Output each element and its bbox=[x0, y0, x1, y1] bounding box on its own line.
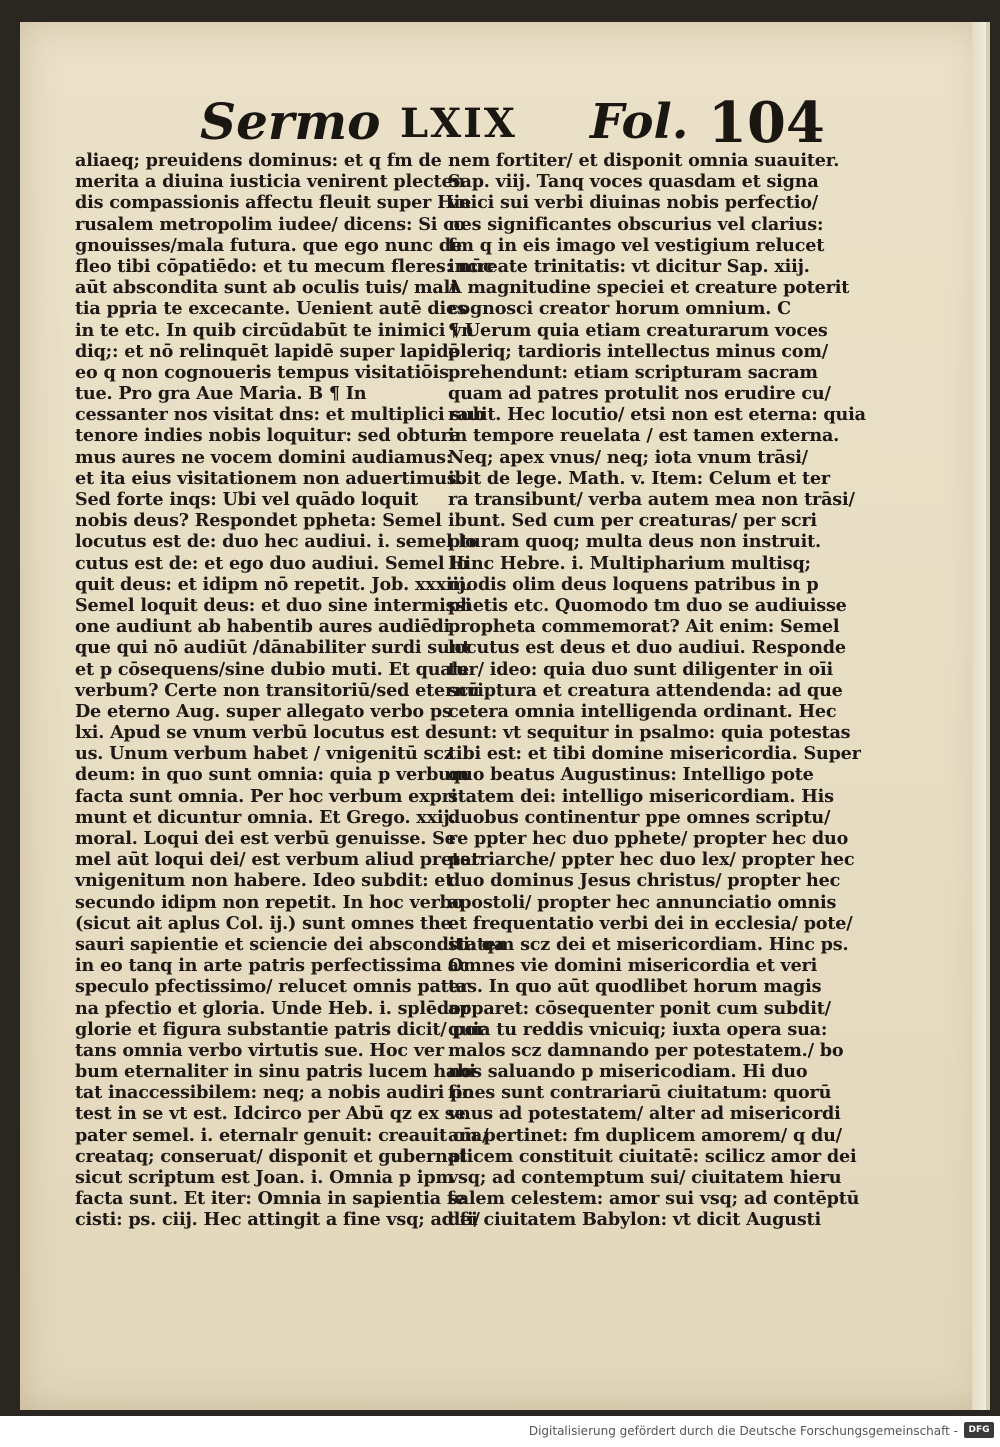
text-line: increate trinitatis: vt dicitur Sap. xiij. bbox=[448, 255, 810, 277]
text-line: lxi. Apud se vnum verbū locutus est de bbox=[75, 722, 449, 744]
text-line: Sap. viij. Tanq voces quasdam et signa bbox=[448, 171, 819, 193]
text-line: plicem constituit ciuitatē: scilicz amor dei bbox=[448, 1145, 857, 1167]
text-line: tans omnia verbo virtutis sue. Hoc ver bbox=[75, 1039, 444, 1061]
text-line: sicut scriptum est Joan. i. Omnia p ipm bbox=[75, 1167, 454, 1188]
page-edge bbox=[972, 22, 986, 1410]
header-sermo: Sermo bbox=[200, 92, 381, 151]
text-line: et frequentatio verbi dei in ecclesia/ pote/ bbox=[448, 912, 853, 934]
text-line: one audiunt ab habentib aures audiēdi bbox=[75, 616, 451, 638]
text-line: cetera omnia intelligenda ordinant. Hec bbox=[448, 700, 837, 722]
text-line: sunt: vt sequitur in psalmo: quia potestas bbox=[448, 722, 851, 744]
text-line: Neq; apex vnus/ neq; iota vnum trāsi/ bbox=[448, 446, 808, 468]
text-line: propheta commemorat? Ait enim: Semel bbox=[448, 616, 840, 638]
text-line: modis olim deus loquens patribus in p bbox=[448, 573, 819, 595]
text-line: quam ad patres protulit nos erudire cu/ bbox=[448, 383, 831, 405]
text-line: in tempore reuelata / est tamen externa. bbox=[448, 425, 840, 447]
text-line: eo q non cognoueris tempus visitatiōis bbox=[75, 361, 449, 383]
text-line: gnouisses/mala futura. que ego nunc de bbox=[75, 234, 462, 256]
header-fol: Fol. bbox=[590, 94, 689, 150]
text-line: nem fortiter/ et disponit omnia suauiter. bbox=[448, 150, 840, 171]
text-line: ra transibunt/ verba autem mea non trāsi/ bbox=[448, 489, 855, 510]
text-line: tat inaccessibilem: neq; a nobis audiri po bbox=[75, 1082, 474, 1104]
text-line: fleo tibi cōpatiēdo: et tu mecum fleres: nūc bbox=[75, 255, 494, 277]
text-line: que qui nō audiūt /dānabiliter surdi sunt bbox=[75, 637, 471, 659]
text-line: facta sunt omnia. Per hoc verbum expri bbox=[75, 785, 458, 807]
text-line: diq;: et nō relinquēt lapidē super lapidē bbox=[75, 340, 460, 362]
text-line: locutus est deus et duo audiui. Responde bbox=[448, 637, 846, 659]
text-line: cisti: ps. ciij. Hec attingit a fine vsq; ad fi/ bbox=[75, 1209, 480, 1231]
text-line: na pfectio et gloria. Unde Heb. i. splēdor bbox=[75, 997, 470, 1019]
text-line: et ita eius visitationem non aduertimus. bbox=[75, 467, 463, 489]
text-line: nos saluando p misericodiam. Hi duo bbox=[448, 1061, 808, 1083]
header-folio-number: 104 bbox=[708, 90, 825, 156]
text-line: moral. Loqui dei est verbū genuisse. Se bbox=[75, 828, 456, 849]
text-line: tur/ ideo: quia duo sunt diligenter in oīi bbox=[448, 658, 833, 680]
text-line: cognosci creator horum omnium. C bbox=[448, 298, 791, 320]
text-line: mus aures ne vocem domini audiamus: bbox=[75, 446, 453, 468]
text-line: apostoli/ propter hec annunciatio omnis bbox=[448, 891, 837, 913]
text-line: et p cōsequens/sine dubio muti. Et quale bbox=[75, 658, 469, 680]
text-line: in eo tanq in arte patris perfectissima ac bbox=[75, 955, 470, 977]
text-line: patriarche/ ppter hec duo lex/ propter hec bbox=[448, 849, 855, 871]
text-line: dei ciuitatem Babylon: vt dicit Augusti bbox=[448, 1209, 821, 1231]
text-line: pturam quoq; multa deus non instruit. bbox=[448, 531, 821, 553]
text-line: dis compassionis affectu fleuit super Hie bbox=[75, 192, 472, 214]
text-line: (sicut ait aplus Col. ij.) sunt omnes the bbox=[75, 912, 452, 934]
text-line: salem celestem: amor sui vsq; ad contēptū bbox=[448, 1188, 860, 1210]
text-line: munt et dicuntur omnia. Et Grego. xxij. bbox=[75, 806, 456, 828]
text-line: De eterno Aug. super allegato verbo ps bbox=[75, 700, 452, 722]
text-line: in te etc. In quib circūdabūt te inimici vn bbox=[75, 319, 474, 341]
text-line: pater semel. i. eternalr genuit: creauit oīa/ bbox=[75, 1124, 489, 1146]
text-line: scriptura et creatura attendenda: ad que bbox=[448, 679, 843, 701]
text-line: sauri sapientie et sciencie dei absconditi: qa bbox=[75, 933, 506, 955]
text-line: A magnitudine speciei et creature poterit bbox=[448, 277, 850, 299]
text-line: speculo pfectissimo/ relucet omnis pater bbox=[75, 976, 469, 998]
text-line: tas. In quo aūt quodlibet horum magis bbox=[448, 976, 822, 998]
text-line: glorie et figura substantie patris dicit/ por bbox=[75, 1018, 486, 1040]
dfg-logo: DFG bbox=[964, 1422, 994, 1438]
text-line: ibit de lege. Math. v. Item: Celum et ter bbox=[448, 467, 830, 489]
text-line: Semel loquit deus: et duo sine intermissi bbox=[75, 594, 472, 616]
text-line: test in se vt est. Idcirco per Abū qz ex se bbox=[75, 1103, 466, 1125]
text-line: vnici sui verbi diuinas nobis perfectio/ bbox=[448, 192, 818, 214]
text-column-right bbox=[448, 150, 866, 1231]
text-line: re ppter hec duo pphete/ propter hec duo bbox=[448, 828, 849, 849]
text-line: quo beatus Augustinus: Intelligo pote bbox=[448, 764, 814, 786]
text-line: fines sunt contrariarū ciuitatum: quorū bbox=[448, 1082, 832, 1104]
text-line: statem scz dei et misericordiam. Hinc ps. bbox=[448, 933, 849, 955]
text-line: quia tu reddis vnicuiq; iuxta opera sua: bbox=[448, 1018, 828, 1040]
text-line: deum: in quo sunt omnia: quia p verbum bbox=[75, 764, 470, 786]
text-line: prehendunt: etiam scripturam sacram bbox=[448, 361, 818, 383]
text-line: ibunt. Sed cum per creaturas/ per scri bbox=[448, 510, 817, 532]
text-line: quit deus: et idipm nō repetit. Job. xxxiij. bbox=[75, 573, 471, 595]
text-line: duobus continentur ppe omnes scriptu/ bbox=[448, 806, 831, 828]
digitization-footer bbox=[0, 1416, 1000, 1447]
text-line: fm q in eis imago vel vestigium relucet bbox=[448, 234, 825, 256]
text-line: nobis deus? Respondet ppheta: Semel bbox=[75, 510, 442, 532]
text-line: tue. Pro gra Aue Maria. B ¶ In bbox=[75, 383, 367, 405]
text-line: Sed forte inqs: Ubi vel quādo loquit bbox=[75, 489, 419, 510]
text-line: tia ppria te excecante. Uenient autē dies bbox=[75, 298, 467, 320]
text-line: cutus est de: et ego duo audiui. Semel lo bbox=[75, 552, 469, 574]
text-line: vnigenitum non habere. Ideo subdit: et bbox=[75, 870, 454, 892]
text-line: apparet: cōsequenter ponit cum subdit/ bbox=[448, 997, 831, 1019]
text-line: malos scz damnando per potestatem./ bo bbox=[448, 1039, 844, 1061]
text-line: merita a diuina iusticia venirent plecten bbox=[75, 171, 466, 193]
text-line: duo dominus Jesus christus/ propter hec bbox=[448, 870, 841, 892]
text-line: mel aūt loqui dei/ est verbum aliud preter bbox=[75, 849, 480, 871]
text-line: tibi est: et tibi domine misericordia. Super bbox=[448, 743, 861, 765]
text-line: rauit. Hec locutio/ etsi non est eterna: quia bbox=[448, 404, 866, 426]
text-line: tenore indies nobis loquitur: sed obtura bbox=[75, 425, 461, 447]
text-line: vnus ad potestatem/ alter ad misericordi bbox=[448, 1103, 841, 1125]
funding-notice: Digitalisierung gefördert durch die Deutsche Forschungsgemeinschaft - bbox=[528, 1424, 958, 1438]
book-page bbox=[20, 22, 990, 1410]
text-line: nes significantes obscurius vel clarius: bbox=[448, 213, 824, 235]
text-line: verbum? Certe non transitoriū/sed eternū bbox=[75, 679, 480, 701]
text-line: Hinc Hebre. i. Multipharium multisq; bbox=[448, 552, 811, 574]
text-line: aūt abscondita sunt ab oculis tuis/ mali bbox=[75, 277, 457, 299]
text-line: secundo idipm non repetit. In hoc verbo bbox=[75, 891, 464, 913]
text-column-left bbox=[75, 150, 506, 1231]
text-line: bum eternaliter in sinu patris lucem habi bbox=[75, 1061, 476, 1083]
header-sermon-number: LXIX bbox=[400, 100, 517, 147]
text-line: phetis etc. Quomodo tm duo se audiuisse bbox=[448, 594, 847, 616]
text-line: aliaeq; preuidens dominus: et q fm de bbox=[75, 150, 442, 171]
text-line: cessanter nos visitat dns: et multiplici sub bbox=[75, 404, 485, 426]
text-line: creataq; conseruat/ disponit et gubernat: bbox=[75, 1145, 474, 1167]
text-line: ¶ Uerum quia etiam creaturarum voces bbox=[448, 319, 828, 341]
text-line: us. Unum verbum habet / vnigenitū scz bbox=[75, 743, 454, 765]
text-line: pleriq; tardioris intellectus minus com/ bbox=[448, 340, 828, 362]
text-line: locutus est de: duo hec audiui. i. semel lo bbox=[75, 531, 477, 553]
text-line: Omnes vie domini misericordia et veri bbox=[448, 955, 818, 977]
text-line: rusalem metropolim iudee/ dicens: Si co bbox=[75, 213, 466, 235]
text-line: statem dei: intelligo misericordiam. His bbox=[448, 785, 834, 807]
text-line: facta sunt. Et iter: Omnia in sapientia fe bbox=[75, 1188, 466, 1210]
text-line: vsq; ad contemptum sui/ ciuitatem hieru bbox=[448, 1167, 842, 1188]
text-line: am pertinet: fm duplicem amorem/ q du/ bbox=[448, 1124, 842, 1146]
